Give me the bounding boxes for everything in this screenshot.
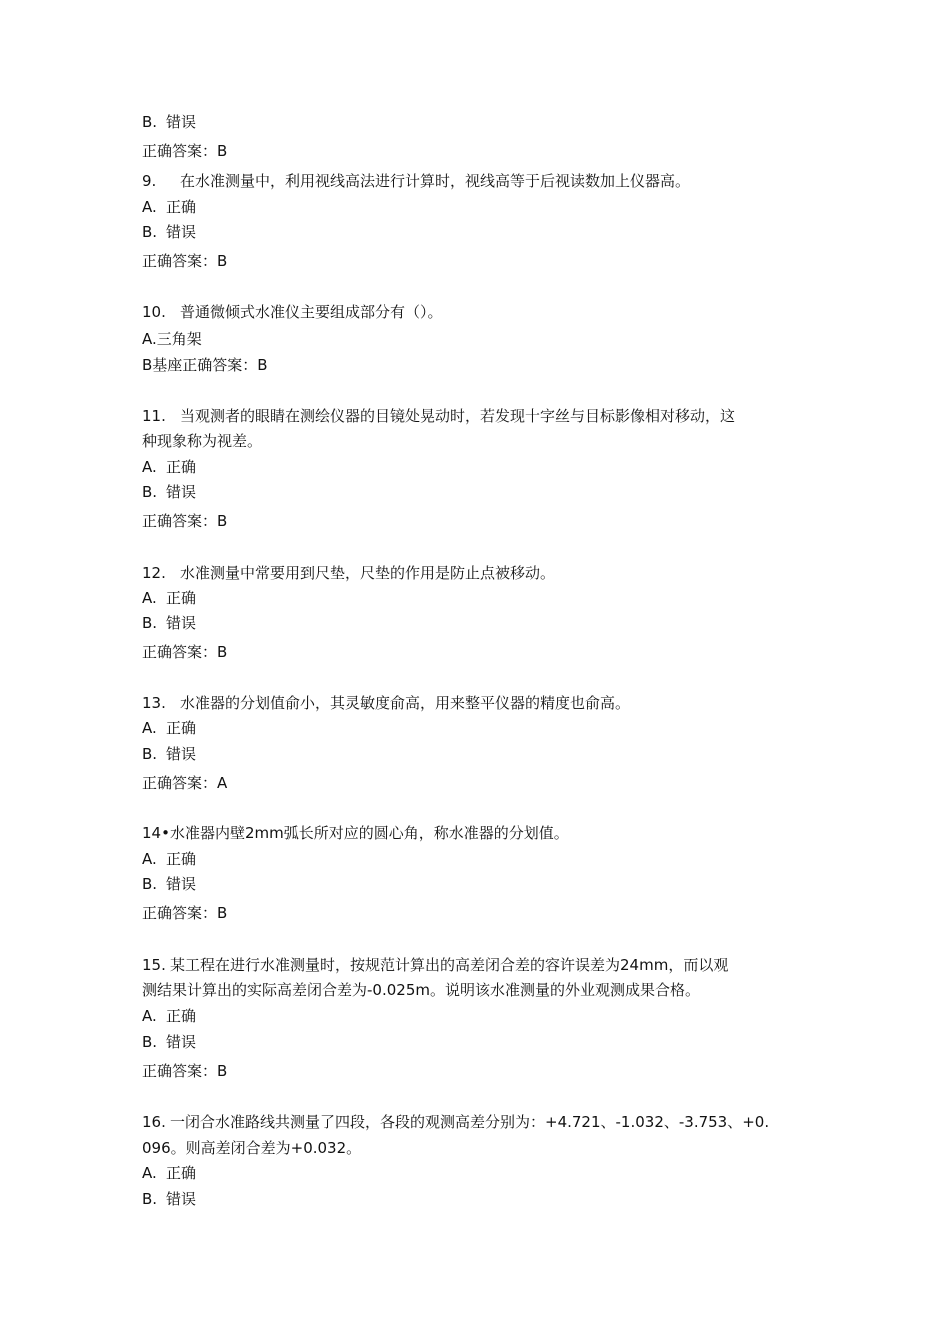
option-a: A. 正确 xyxy=(142,589,197,607)
option-a: A. 正确 xyxy=(142,458,197,476)
option-b: B. 错误 xyxy=(142,1033,197,1051)
option-b: B. 错误 xyxy=(142,483,197,501)
option-b-answer: B基座正确答案：B xyxy=(142,356,268,374)
option-b: B. 错误 xyxy=(142,113,197,131)
question-16-cont: 096。则高差闭合差为+0.032。 xyxy=(142,1139,362,1157)
question-15: 15. 某工程在进行水准测量时，按规范计算出的高差闭合差的容许误差为24mm，而以观 xyxy=(142,956,729,974)
answer-line: 正确答案：B xyxy=(142,1062,228,1080)
option-b: B. 错误 xyxy=(142,614,197,632)
question-11-cont: 种现象称为视差。 xyxy=(142,432,263,450)
question-12: 12. 水准测量中常要用到尺垫，尺垫的作用是防止点被移动。 xyxy=(142,564,556,582)
question-15-cont: 测结果计算出的实际高差闭合差为-0.025m。说明该水准测量的外业观测成果合格。 xyxy=(142,981,700,999)
answer-line: 正确答案：B xyxy=(142,142,228,160)
option-a: A. 正确 xyxy=(142,1007,197,1025)
answer-line: 正确答案：B xyxy=(142,643,228,661)
question-13: 13. 水准器的分划值俞小，其灵敏度俞高，用来整平仪器的精度也俞高。 xyxy=(142,694,631,712)
option-a: A. 正确 xyxy=(142,719,197,737)
question-10: 10. 普通微倾式水准仪主要组成部分有（）。 xyxy=(142,303,443,321)
answer-line: 正确答案：B xyxy=(142,252,228,270)
option-b: B. 错误 xyxy=(142,1190,197,1208)
option-b: B. 错误 xyxy=(142,223,197,241)
option-a: A. 正确 xyxy=(142,1164,197,1182)
answer-line: 正确答案：B xyxy=(142,904,228,922)
answer-line: 正确答案：B xyxy=(142,512,228,530)
option-b: B. 错误 xyxy=(142,745,197,763)
option-a: A.三角架 xyxy=(142,330,202,348)
option-a: A. 正确 xyxy=(142,198,197,216)
question-9: 9. 在水准测量中，利用视线高法进行计算时，视线高等于后视读数加上仪器高。 xyxy=(142,172,691,190)
option-a: A. 正确 xyxy=(142,850,197,868)
question-16: 16. 一闭合水准路线共测量了四段，各段的观测高差分别为：+4.721、-1.032、-3.753、+0. xyxy=(142,1113,770,1131)
question-11: 11. 当观测者的眼睛在测绘仪器的目镜处晃动时，若发现十字丝与目标影像相对移动，这 xyxy=(142,407,736,425)
option-b: B. 错误 xyxy=(142,875,197,893)
answer-line: 正确答案：A xyxy=(142,774,228,792)
question-14: 14•水准器内壁2mm弧长所对应的圆心角，称水准器的分划值。 xyxy=(142,824,569,842)
